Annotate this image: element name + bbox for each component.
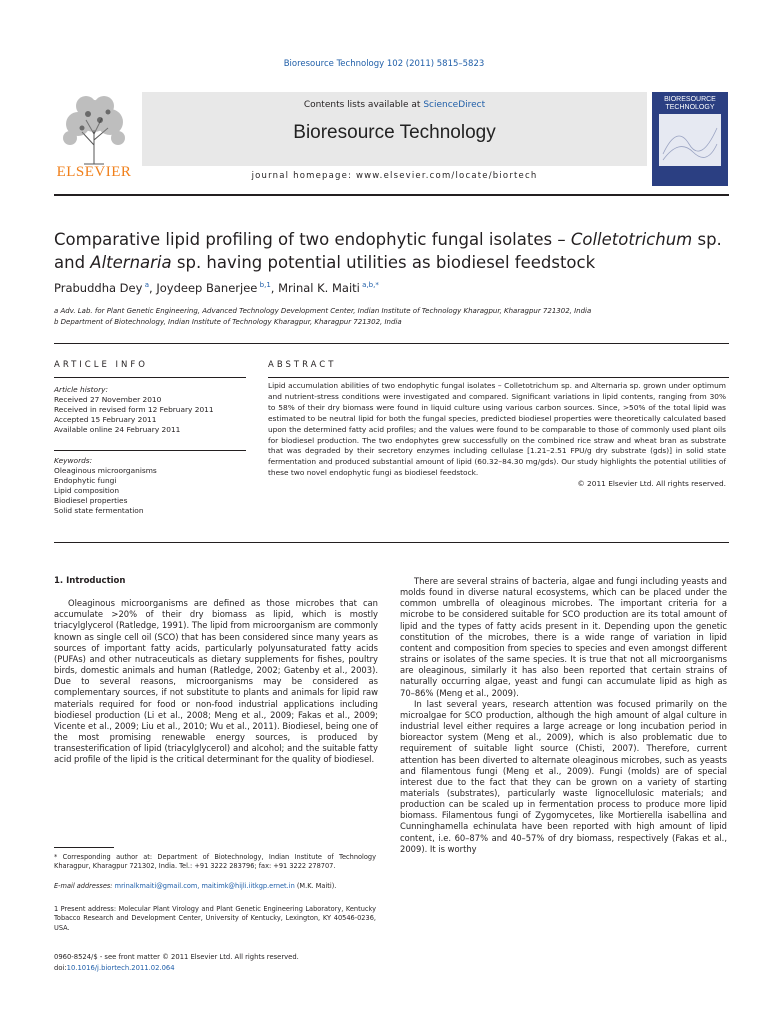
journal-homepage[interactable]: journal homepage: www.elsevier.com/locate/biortech [251, 171, 538, 181]
abstract-heading: ABSTRACT [268, 360, 337, 370]
front-matter [54, 952, 299, 974]
author-list: Prabuddha Dey $^a$, Joydeep Banerjee $^{b,1}$, Mrinal K. Maiti $^{a,b,*}$ [54, 281, 379, 295]
corresponding-author-note: * Corresponding author at: Department of Biotechnology, Indian Institute of Technology Kharagpur, Kharagpur 721302, India. Tel.: +91 3222 283796; fax: +91 3222 278707. [54, 853, 376, 871]
author-affil-mark[interactable]: a,b,* [362, 281, 379, 290]
history-keywords-rule [54, 450, 246, 451]
keyword: Endophytic fungi [54, 476, 117, 485]
present-address-note: 1 Present address: Molecular Plant Virology and Plant Genetic Engineering Laboratory, Kentucky Tobacco Research and Development Center, University of Kentucky, Lexington, KY 40546-0236, USA. [54, 905, 376, 932]
title-italic-2: Alternaria [90, 253, 172, 272]
author-affil-mark[interactable]: a [144, 281, 150, 290]
history-item: Available online 24 February 2011 [54, 425, 181, 434]
email-links[interactable]: mrinalkmaiti@gmail.com, maitimk@hijli.iitkgp.ernet.in [114, 882, 295, 890]
issn-line: 0960-8524/$ - see front matter © 2011 Elsevier Ltd. All rights reserved. [54, 953, 299, 961]
keyword: Oleaginous microorganisms [54, 466, 157, 475]
intro-paragraph-right-2: In last several years, research attention was focused primarily on the microalgae for SCO production, although the high amount of algal culture in industrial level either requires a large acreage or long incubation period in bioreactor system (Meng et al., 2009), which is also problematic due to requirement of suitable light source (Chisti, 2007). Therefore, current attention has been diverted to alternate oleaginous microbes, such as yeasts and filamentous fungi (Meng et al., 2009). Fungi (molds) are of special interest due to the fact that they can be grown on a variety of starting materials (substrates), particularly waste lignocellulosic materials; and production can be scaled up in fermentation process to produce more lipid biomass. Filamentous fungi of Zygomycetes, like Mortierella isabellina and Cunninghamella echinulata have been reported with high amount of lipid content, i.e. 60–87% and 40–57% of dry biomass, respectively (Fakas et al., 2009). It is worthy [400, 698, 727, 854]
publisher-name: ELSEVIER [56, 164, 132, 180]
header-divider [54, 194, 729, 196]
left-column [54, 576, 378, 766]
abstract-text: Lipid accumulation abilities of two endophytic fungal isolates – Colletotrichum sp. and Alternaria sp. grown under optimum and nutrient-stress conditions were investigated and compared. Significant variations in lipid contents, ranging from 30% to 58% of their dry biomass were found in liquid culture using various carbon sources. Since, >50% of the total lipid was estimated to be neutral lipid for both the fungal species, predicted biodiesel properties were theoretically calculated based upon the determined fatty acid profiles; and the values were found to be comparable to those of commonly used plant oils for biodiesel production. The two endophytes grew successfully on the combined rice straw and wheat bran as substrate that was degraded by their secretory enzymes including cellulase [1.21–2.51 FPU/g dry substrate (gds)] in solid state fermentation and produced substantial amount of lipid (60.32–84.30 mg/gds). Our study highlights the potential utilities of these two novel endophytic fungi as biodiesel feedstock. [268, 381, 726, 478]
section-heading: 1. Introduction [54, 576, 126, 586]
journal-title-box [142, 92, 647, 166]
article-title [54, 228, 734, 274]
sciencedirect-link[interactable]: ScienceDirect [423, 100, 486, 110]
keyword: Biodiesel properties [54, 496, 128, 505]
title-italic-1: Colletotrichum [570, 230, 693, 249]
keyword: Lipid composition [54, 486, 120, 495]
article-history [54, 385, 244, 435]
doi-prefix: doi: [54, 964, 67, 972]
author-name[interactable]: Joydeep Banerjee [156, 281, 258, 295]
author-name[interactable]: Mrinal K. Maiti [278, 281, 360, 295]
history-item: Received in revised form 12 February 2011 [54, 405, 214, 414]
email-suffix: (M.K. Maiti). [296, 882, 337, 890]
abstract-bottom-rule [54, 542, 729, 543]
title-part-3: sp. having potential utilities as biodiesel feedstock [171, 253, 596, 272]
journal-title: Bioresource Technology [293, 122, 496, 143]
journal-citation-link[interactable]: Bioresource Technology 102 (2011) 5815–5823 [283, 59, 485, 69]
cover-artwork [659, 114, 721, 166]
keyword: Solid state fermentation [54, 506, 144, 515]
history-item: Accepted 15 February 2011 [54, 415, 157, 424]
keywords-block [54, 456, 244, 516]
title-part-2: sp. and [54, 230, 722, 272]
info-divider [54, 343, 729, 344]
keywords-label: Keywords: [54, 456, 93, 465]
intro-paragraph-left: Oleaginous microorganisms are defined as those microbes that can accumulate >20% of their dry biomass as lipid, which is mostly triacylglycerol (Ratledge, 1991). The lipid from microorganism are commonly known as single cell oil (SCO) that has been considered since many years as sources of important fatty acids, particularly polyunsaturated fatty acids (PUFAs) and other nutraceuticals as dietary supplements for fishes, poultry birds, domestic animals and human (Ratledge, 2002; Gatenby et al., 2003). Due to several reasons, microorganisms may be considered as complementary sources, if not substitute to plants and animals for lipid raw materials required for food or non-food industrial applications including biodiesel production (Li et al., 2008; Meng et al., 2009; Fakas et al., 2009; Vicente et al., 2009; Liu et al., 2010; Wu et al., 2011). Biodiesel, being one of the most promising renewable energy sources, is produced by transesterification of lipid (triacylglycerol) and alcohol; and the suitable fatty acid profile of the lipid is the critical determinant for the quality of biodiesel. [54, 598, 378, 765]
affiliation-a: a Adv. Lab. for Plant Genetic Engineering, Advanced Technology Development Center, Indian Institute of Technology Kharagpur, Kharagpur 721302, India [54, 307, 592, 315]
footnote-rule [54, 847, 114, 848]
doi-link[interactable]: 10.1016/j.biortech.2011.02.064 [66, 964, 175, 972]
author-affil-mark[interactable]: b,1 [259, 281, 271, 290]
history-label: Article history: [54, 385, 108, 394]
journal-cover-image [652, 92, 728, 186]
email-label: E-mail addresses: [54, 882, 113, 890]
cover-title: BIORESOURCE TECHNOLOGY [664, 96, 716, 111]
contents-prefix: Contents lists available at [303, 100, 424, 110]
intro-paragraph-right-1: There are several strains of bacteria, algae and fungi including yeasts and molds found in diverse natural ecosystems, which can be placed under the common umbrella of oleaginous microbes. The important criteria for a microbe to be considered suitable for SCO production are its total amount of lipid and the types of fatty acids present in it. Depending upon the genetic constitution of the microbes, there is a wide range of variation in lipid content and composition from species to species and even amongst different strains or isolates of the same species. It is true that not all microorganisms are oleaginous, similarly it has also been reported that certain strains of naturally occurring algae, yeast and fungi can accumulate lipid as high as 70–86% (Meng et al., 2009). [400, 576, 727, 698]
history-item: Received 27 November 2010 [54, 395, 162, 404]
email-note [54, 882, 376, 891]
journal-banner [54, 86, 729, 186]
right-column [400, 576, 727, 855]
contents-line [142, 100, 647, 110]
title-part-1: Comparative lipid profiling of two endophytic fungal isolates – [54, 230, 571, 249]
affiliation-b: b Department of Biotechnology, Indian Institute of Technology Kharagpur, Kharagpur 721302, India [54, 318, 402, 326]
doi-line [54, 963, 299, 974]
info-heading-rule [54, 377, 246, 378]
author-name[interactable]: Prabuddha Dey [54, 281, 143, 295]
abstract-heading-rule [268, 377, 729, 378]
article-info-heading: ARTICLE INFO [54, 360, 148, 370]
abstract-copyright: © 2011 Elsevier Ltd. All rights reserved. [577, 479, 726, 489]
abstract-body [268, 381, 726, 490]
